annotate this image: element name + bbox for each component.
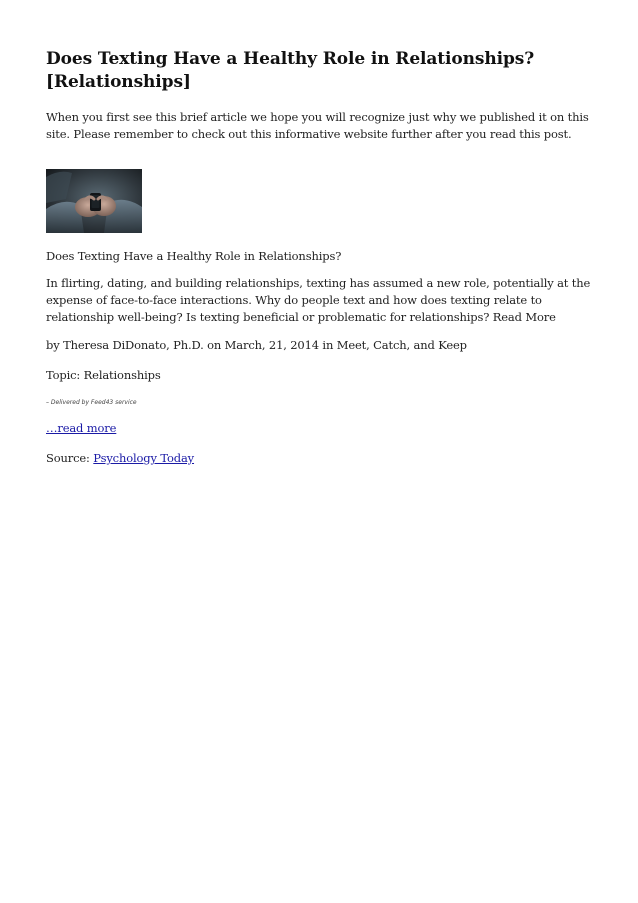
page-title: [46, 48, 596, 94]
title-line-1: Does Texting Have a Healthy Role in Relationships?: [46, 49, 535, 69]
texting-photo: [46, 169, 142, 233]
delivered-note: – Delivered by Feed43 service: [46, 399, 137, 406]
article-image: [46, 169, 142, 233]
byline: by Theresa DiDonato, Ph.D. on March, 21, 2014 in Meet, Catch, and Keep: [46, 338, 467, 352]
source-link[interactable]: Psychology Today: [93, 451, 195, 465]
intro-paragraph: When you first see this brief article we hope you will recognize just why we published it on this site. Please remember to check out this informative website further after you read this post.: [46, 110, 589, 141]
topic-label: Topic: Relationships: [46, 368, 161, 382]
article-subtitle: Does Texting Have a Healthy Role in Relationships?: [46, 249, 342, 263]
source-paragraph: [46, 450, 596, 467]
read-more-paragraph: [46, 420, 596, 437]
article: [46, 48, 596, 467]
source-label: Source:: [46, 451, 94, 465]
read-more-link[interactable]: …read more: [46, 421, 117, 435]
title-line-2: [Relationships]: [46, 72, 191, 92]
article-body: In flirting, dating, and building relationships, texting has assumed a new role, potentially at the expense of face-to-face interactions. Why do people text and how does texting relate to relationship well-being? Is texting beneficial or problematic for relationships? Read More: [46, 276, 591, 324]
